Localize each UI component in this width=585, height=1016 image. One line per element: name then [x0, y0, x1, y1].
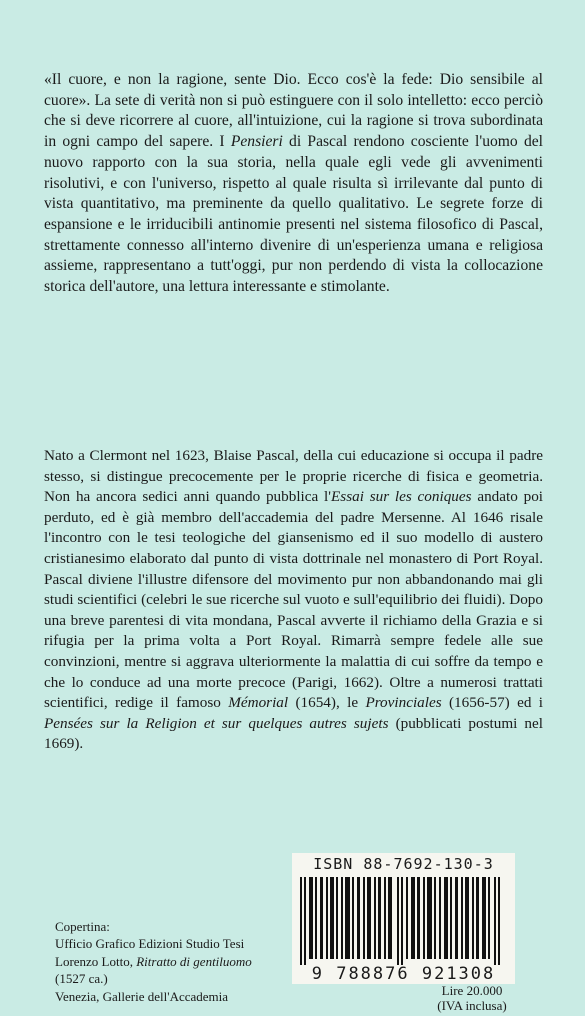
price-amount: Lire 20.000 — [441, 983, 503, 998]
barcode-bars — [296, 877, 511, 965]
ean-number: 9 788876 921308 — [311, 964, 496, 984]
bio-italic-pensees: Pensées sur la Religion et sur quelques autres sujets — [44, 714, 389, 732]
bio-text-1: Nato a Clermont nel 1623, Blaise Pascal, della cui educazione si occupa il padre stesso, si distingue precocemente per le proprie ricerche di fisica e geometria. Non ha ancora sedici anni quando pubblica l' — [44, 447, 543, 506]
bio-text-5: (pubblicati postumi nel 1669). — [44, 714, 543, 753]
cover-credits — [55, 918, 252, 1005]
barcode-label — [292, 853, 515, 984]
bio-italic-memorial: Mémorial — [228, 694, 289, 712]
blurb-text-2: di Pascal rendono cosciente l'uomo del nuovo rapporto con la sua storia, nella quale egli vede gli avvenimenti risolutivi, e con l'universo, rispetto al quale risulta sì irrilevante dal punto di vista quantitativo, ma preminente da quello qualitativo. Le segrete forze di espansione e le irriducibili antinomie presenti nel sistema filosofico di Pascal, strettamente connesso all'interno divenire di un'esperienza umana e religiosa assieme, rappresentano a tutt'oggi, pur non perdendo di vista la collocazione storica dell'autore, una lettura interessante e stimolante. — [44, 133, 544, 296]
blurb-text-1: «Il cuore, e non la ragione, sente Dio. Ecco cos'è la fede: Dio sensibile al cuore». La sete di verità non si può estinguere con il solo intelletto: ecco perciò che si deve ricorrere al cuore, all'intuizione, cui la ragione si trova subordinata in ogni campo del sapere. I — [44, 71, 543, 151]
blurb-paragraph — [44, 70, 543, 298]
credits-artwork: Lorenzo Lotto, Ritratto di gentiluomo — [55, 953, 252, 969]
credits-location: Venezia, Gallerie dell'Accademia — [55, 988, 229, 1004]
credits-heading: Copertina: — [55, 919, 110, 934]
bio-text-2: andato poi perduto, ed è già membro dell'accademia del padre Mersenne. Al 1646 risale l'incontro con le tesi teologiche del giansenismo ed il suo modello di austero cristianesimo elaborato dal punto di vista dottrinale nel monastero di Port Royal. Pascal diviene l'illustre difensore del movimento pur non abbandonando mai gli studi scientifici (celebri le sue ricerche sul vuoto e sull'equilibrio dei fluidi). Dopo una breve parentesi di vita mondana, Pascal avverte il richiamo della Grazia e si rifugia per la prima volta a Port Royal. Rimarrà sempre fedele alle sue convinzioni, mentre si aggrava ulteriormente la malattia di cui soffre da tempo e che lo conduce ad una morte precoce (Parigi, 1662). Oltre a numerosi trattati scientifici, redige il famoso — [44, 488, 544, 712]
bio-text-4: (1656-57) ed i — [441, 694, 543, 712]
biography-paragraph — [44, 446, 543, 755]
bio-italic-essai: Essai sur les coniques — [331, 488, 472, 506]
bio-text-3: (1654), le — [288, 694, 366, 712]
credits-designer: Ufficio Grafico Edizioni Studio Tesi — [55, 936, 245, 952]
isbn-number: ISBN 88-7692-130-3 — [313, 855, 494, 873]
blurb-italic-title: Pensieri — [230, 133, 283, 151]
price-label — [432, 983, 512, 1013]
price-vat-note: (IVA inclusa) — [437, 998, 507, 1013]
credits-date: (1527 ca.) — [55, 971, 108, 987]
bio-italic-provinciales: Provinciales — [365, 694, 442, 712]
